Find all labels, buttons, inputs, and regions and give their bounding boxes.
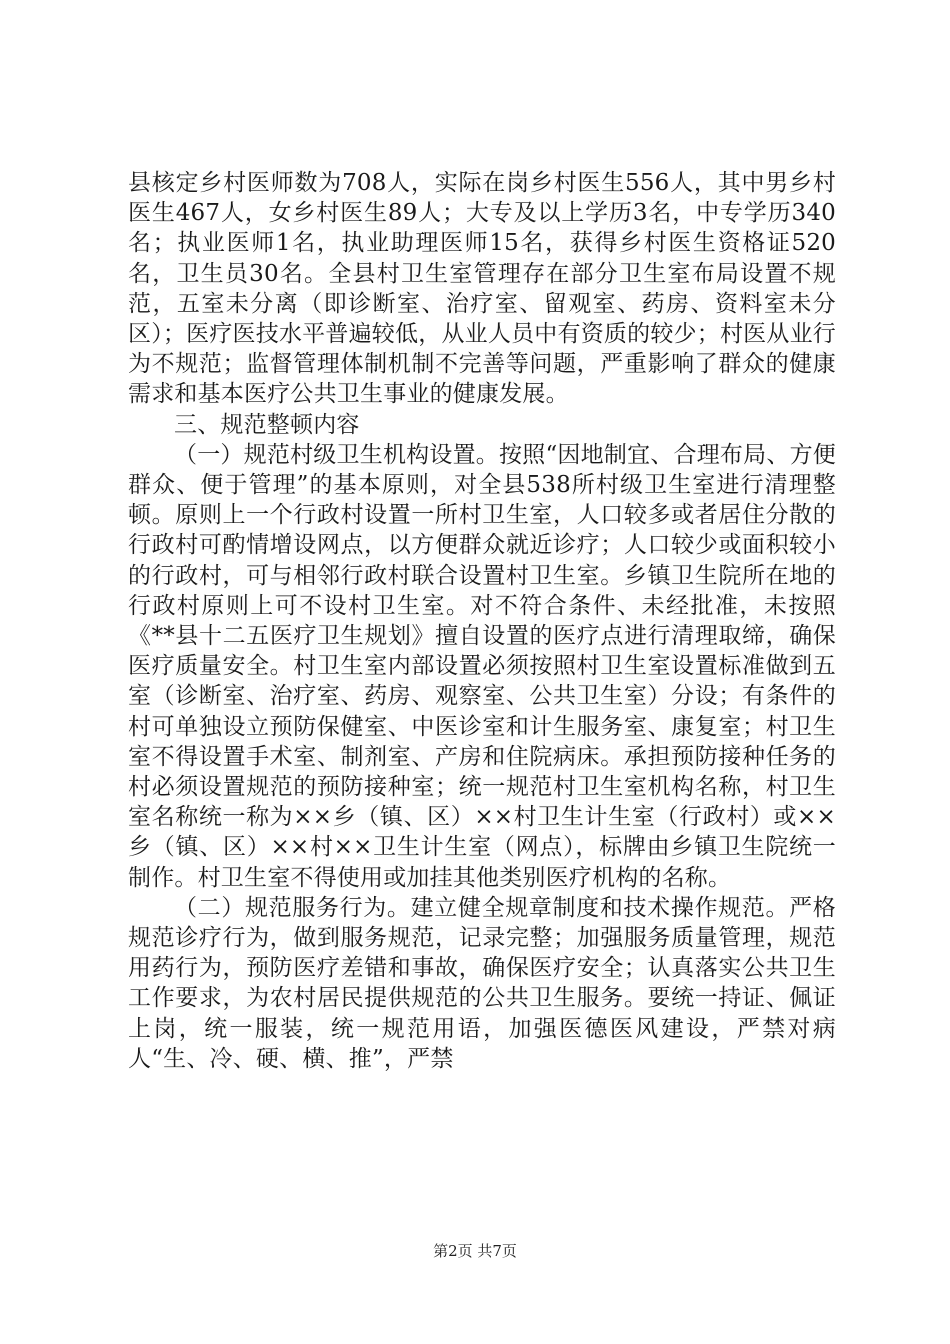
paragraph-staff-statistics: 县核定乡村医师数为708人，实际在岗乡村医生556人，其中男乡村医生467人，女乡村医生89人；大专及以上学历3名，中专学历340名；执业医师1名，执业助理医师15名，获得乡村医生资格证520名，卫生员30名。全县村卫生室管理存在部分卫生室布局设置不规范，五室未分离（即诊断室、治疗室、留观室、药房、资料室未分区）；医疗医技水平普遍较低，从业人员中有资质的较少；村医从业行为不规范；监督管理体制机制不完善等问题，严重影响了群众的健康需求和基本医疗公共卫生事业的健康发展。	[128, 170, 836, 408]
section-heading-rectification-content: 三、规范整顿内容	[174, 411, 360, 438]
paragraph-service-behavior: （二）规范服务行为。建立健全规章制度和技术操作规范。严格规范诊疗行为，做到服务规范，记录完整；加强服务质量管理，规范用药行为，预防医疗差错和事故，确保医疗安全；认真落实公共卫生工作要求，为农村居民提供规范的公共卫生服务。要统一持证、佩证上岗，统一服装，统一规范用语，加强医德医风建设，严禁对病人“生、冷、硬、横、推”，严禁	[128, 894, 836, 1072]
page-number-footer: 第2页 共7页	[433, 1242, 517, 1260]
document-body	[128, 168, 836, 1074]
paragraph-institution-setup: （一）规范村级卫生机构设置。按照“因地制宜、合理布局、方便群众、便于管理”的基本原则，对全县538所村级卫生室进行清理整顿。原则上一个行政村设置一所村卫生室，人口较多或者居住分散的行政村可酌情增设网点，以方便群众就近诊疗；人口较少或面积较小的行政村，可与相邻行政村联合设置村卫生室。乡镇卫生院所在地的行政村原则上可不设村卫生室。对不符合条件、未经批准，未按照《**县十二五医疗卫生规划》擅自设置的医疗点进行清理取缔，确保医疗质量安全。村卫生室内部设置必须按照村卫生室设置标准做到五室（诊断室、治疗室、药房、观察室、公共卫生室）分设；有条件的村可单独设立预防保健室、中医诊室和计生服务室、康复室；村卫生室不得设置手术室、制剂室、产房和住院病床。承担预防接种任务的村必须设置规范的预防接种室；统一规范村卫生室机构名称，村卫生室名称统一称为××乡（镇、区）××村卫生计生室（行政村）或××乡（镇、区）××村××卫生计生室（网点），标牌由乡镇卫生院统一制作。村卫生室不得使用或加挂其他类别医疗机构的名称。	[128, 441, 836, 891]
